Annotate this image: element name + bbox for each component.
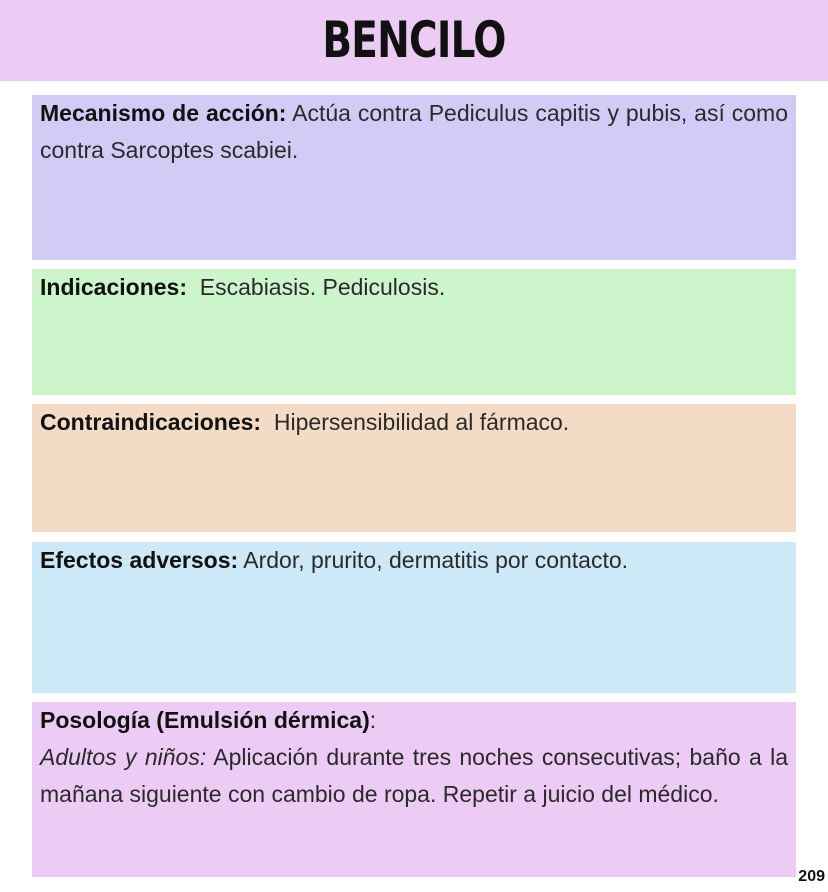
title-banner: [0, 0, 828, 81]
efectos-text: Ardor, prurito, dermatitis por contacto.: [238, 547, 629, 573]
posologia-colon: :: [369, 707, 377, 733]
mecanismo-section: [32, 95, 796, 260]
posologia-group: Adultos y niños:: [40, 744, 207, 770]
posologia-paragraph: [40, 739, 788, 813]
mecanismo-text: Actúa contra Pediculus capitis y pubis, así como contra Sarcoptes scabiei.: [40, 100, 788, 163]
indicaciones-section: [32, 269, 796, 395]
posologia-heading: [40, 702, 788, 739]
contraindicaciones-label: Contraindicaciones:: [40, 409, 262, 435]
indicaciones-text: Escabiasis. Pediculosis.: [186, 274, 446, 300]
indicaciones-label: Indicaciones:: [40, 274, 187, 300]
efectos-paragraph: [40, 542, 788, 579]
mecanismo-paragraph: [40, 95, 788, 169]
efectos-label: Efectos adversos:: [40, 547, 239, 573]
posologia-text: Aplicación durante tres noches consecutivas; baño a la mañana siguiente con cambio de ropa. Repetir a juicio del médico.: [40, 744, 788, 807]
efectos-adversos-section: [32, 542, 796, 693]
contraindicaciones-paragraph: [40, 404, 788, 441]
contraindicaciones-text: Hipersensibilidad al fármaco.: [261, 409, 570, 435]
posologia-label: Posología (Emulsión dérmica): [40, 707, 370, 733]
page-number: 209: [798, 868, 825, 885]
indicaciones-paragraph: [40, 269, 788, 306]
posologia-section: [32, 702, 796, 877]
mecanismo-label: Mecanismo de acción:: [40, 100, 287, 126]
page-title: BENCILO: [322, 11, 506, 69]
contraindicaciones-section: [32, 404, 796, 532]
